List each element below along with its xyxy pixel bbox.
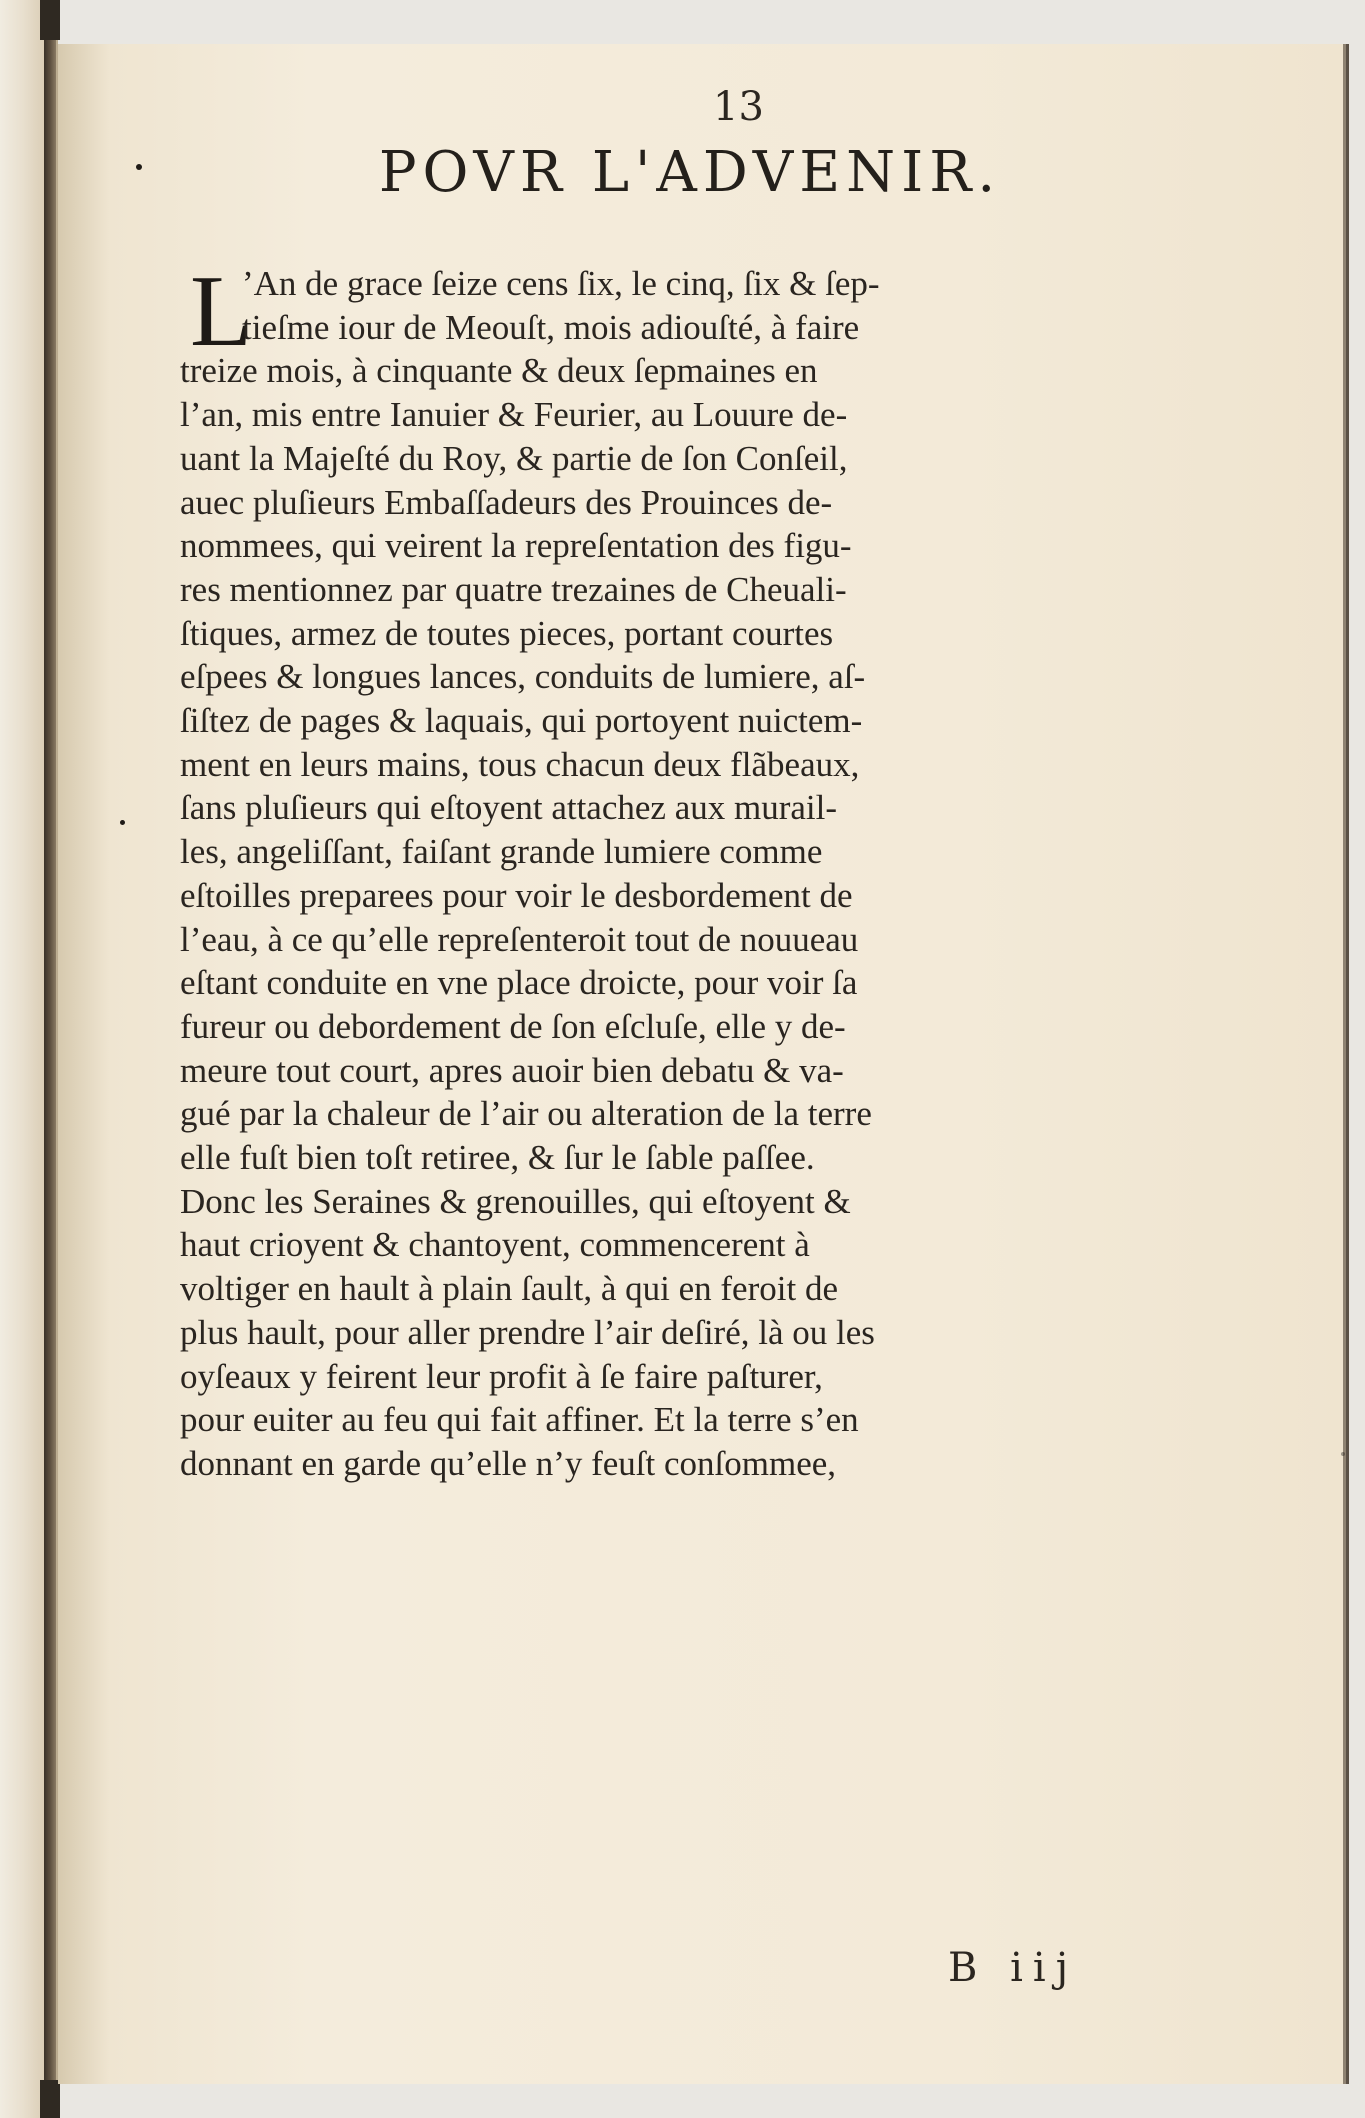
text-line: fureur ou debordement de ſon eſcluſe, elle y de- xyxy=(180,1006,846,1046)
text-line: uant la Majeſté du Roy, & partie de ſon Conſeil, xyxy=(180,438,848,478)
text-line: l’eau, à ce qu’elle repreſenteroit tout de nouueau xyxy=(180,919,859,959)
text-line: treize mois, à cinquante & deux ſepmaines en xyxy=(180,351,818,391)
page-number: 13 xyxy=(713,84,764,130)
text-line: nommees, qui veirent la repreſentation des figu- xyxy=(180,526,852,566)
signature-mark: B iij xyxy=(948,1945,1079,1991)
text-line: eſtoilles preparees pour voir le desbordement de xyxy=(180,875,853,915)
text-line: tieſme iour de Meouſt, mois adiouſté, à faire xyxy=(242,307,860,347)
text-line: l’an, mis entre Ianuier & Feurier, au Louure de- xyxy=(180,395,848,435)
running-title: POVR L'ADVENIR. xyxy=(378,140,1002,205)
text-line: auec pluſieurs Embaſſadeurs des Prouinces de- xyxy=(180,482,833,522)
text-line: voltiger en hault à plain ſault, à qui en feroit de xyxy=(180,1269,838,1309)
text-line: ’An de grace ſeize cens ſix, le cinq, ſix & ſep- xyxy=(242,264,880,303)
text-line: oyſeaux y feirent leur profit à ſe faire paſturer, xyxy=(180,1356,823,1396)
drop-cap: L xyxy=(190,255,253,368)
text-line: haut crioyent & chantoyent, commencerent à xyxy=(180,1225,810,1265)
text-line: ſiſtez de pages & laquais, qui portoyent nuictem- xyxy=(180,701,863,741)
ink-speck xyxy=(120,820,125,825)
text-line: res mentionnez par quatre trezaines de Cheuali- xyxy=(180,569,847,609)
text-line: ſans pluſieurs qui eſtoyent attachez aux murail- xyxy=(180,788,838,828)
text-line: Donc les Seraines & grenouilles, qui eſtoyent & xyxy=(180,1181,851,1221)
text-line: eſtant conduite en vne place droicte, pour voir ſa xyxy=(180,963,858,1003)
text-line: ſtiques, armez de toutes pieces, portant courtes xyxy=(180,613,834,653)
gutter-edge-top xyxy=(40,0,60,40)
text-line: elle fuſt bien toſt retiree, & ſur le ſable paſſee. xyxy=(180,1138,815,1178)
text-line: ment en leurs mains, tous chacun deux flãbeaux, xyxy=(180,744,860,784)
text-line: donnant en garde qu’elle n’y feuſt conſommee, xyxy=(180,1443,837,1483)
gutter-shadow xyxy=(44,0,56,2118)
text-line: eſpees & longues lances, conduits de lumiere, aſ- xyxy=(180,657,866,697)
text-line: meure tout court, apres auoir bien debatu & va- xyxy=(180,1050,844,1090)
ink-speck xyxy=(1341,1452,1345,1456)
text-line: gué par la chaleur de l’air ou alteration de la terre xyxy=(180,1094,872,1134)
text-line: plus hault, pour aller prendre l’air deſiré, là ou les xyxy=(180,1312,875,1352)
text-line: les, angeliſſant, faiſant grande lumiere comme xyxy=(180,832,823,872)
body-text xyxy=(180,255,1245,1486)
text-line: pour euiter au feu qui fait affiner. Et la terre s’en xyxy=(180,1400,859,1440)
ink-speck xyxy=(136,164,142,170)
gutter-edge-bottom xyxy=(40,2080,60,2118)
